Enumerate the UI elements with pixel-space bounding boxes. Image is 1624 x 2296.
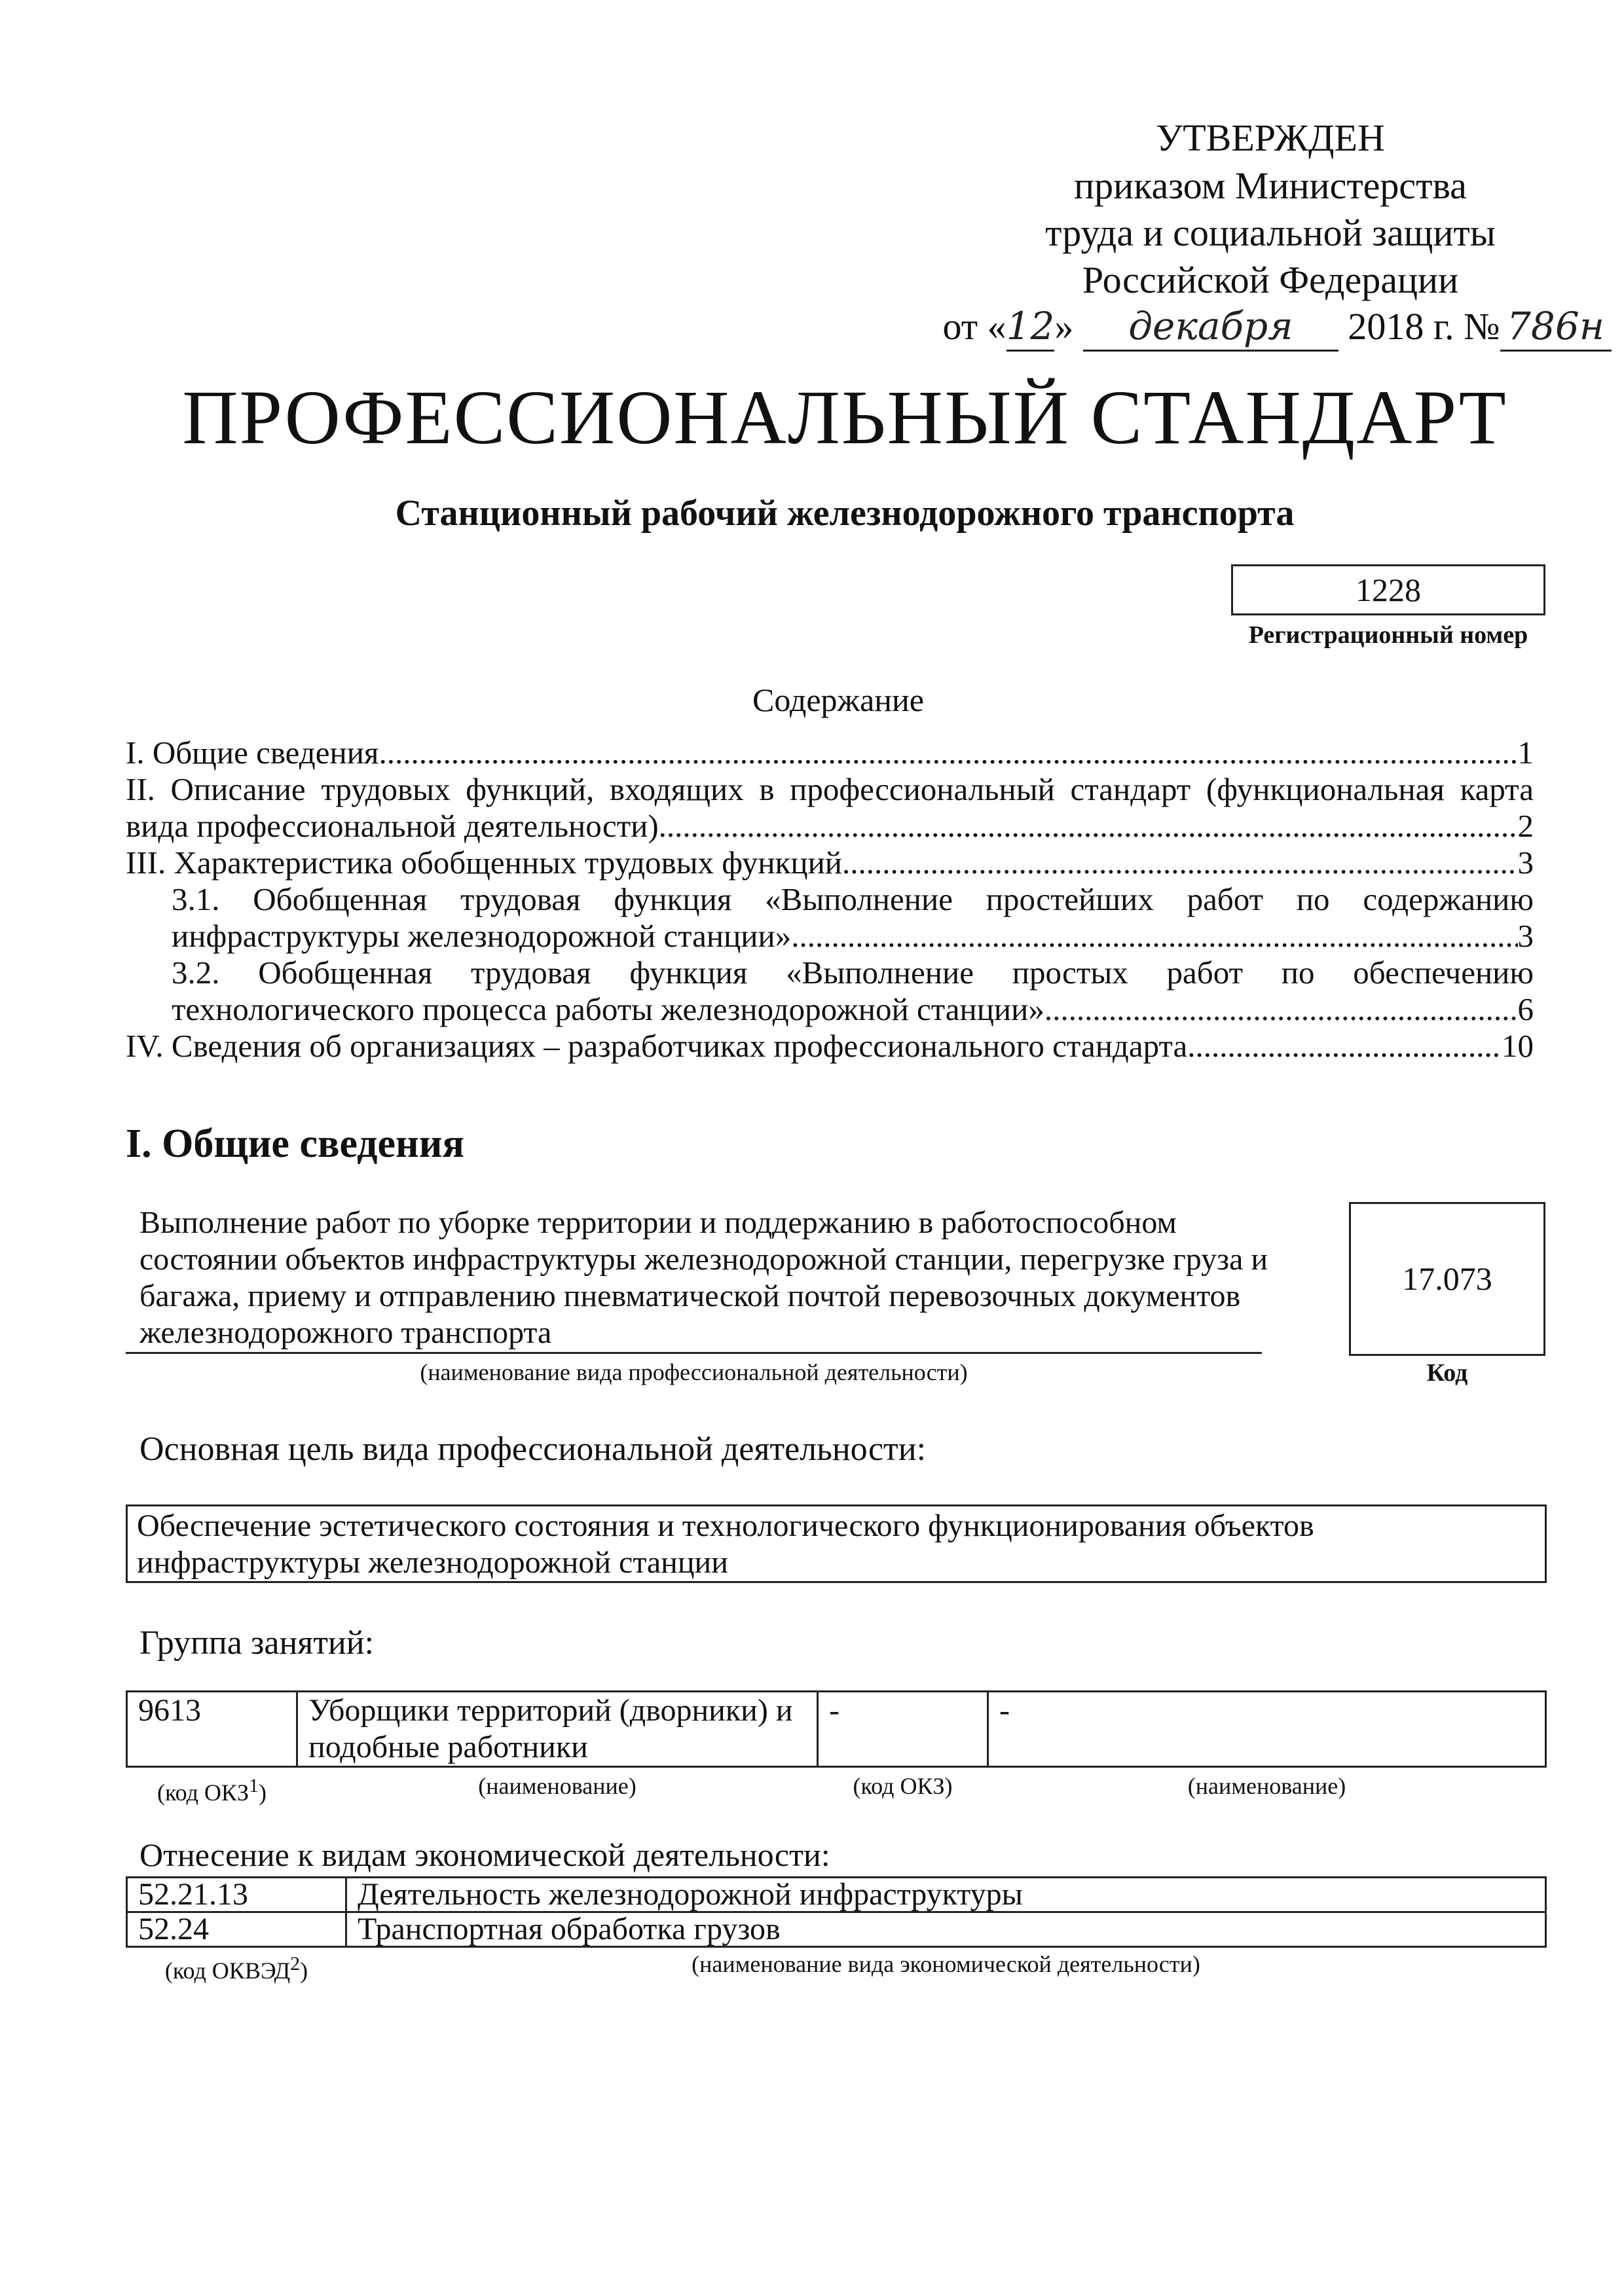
okz-name-cell-2: - <box>988 1692 1546 1767</box>
toc-item[interactable]: IV. Сведения об организациях – разработчиках профессионального стандарта ..... 10 <box>126 1028 1534 1065</box>
document-subtitle: Станционный рабочий железнодорожного транспорта <box>395 493 1295 534</box>
section-heading: I. Общие сведения <box>126 1121 465 1166</box>
okved-code-cell: 52.24 <box>127 1912 346 1947</box>
toc-item[interactable]: вида профессиональной деятельности) ..... 2 <box>126 808 1534 845</box>
economic-activity-label: Отнесение к видам экономической деятельности: <box>139 1836 830 1873</box>
okz-name-cell: Уборщики территорий (дворники) и подобные работники <box>297 1692 818 1767</box>
okved-name-cell: Транспортная обработка грузов <box>346 1912 1546 1947</box>
table-row-captions <box>127 1767 1546 1812</box>
document-title: ПРОФЕССИОНАЛЬНЫЙ СТАНДАРТ <box>182 374 1507 460</box>
table-of-contents <box>126 735 1534 1065</box>
economic-activity-table <box>126 1876 1547 1987</box>
toc-item-wrap-a: 3.2. Обобщенная трудовая функция «Выполнение простых работ по обеспечению <box>172 955 1534 991</box>
registration-number-box: 1228 <box>1231 564 1545 615</box>
approval-heading: УТВЕРЖДЕН <box>1156 117 1385 159</box>
activity-kind-underline <box>126 1352 1262 1354</box>
toc-item[interactable]: I. Общие сведения ..... 1 <box>126 735 1534 771</box>
date-day-handwritten: 12 <box>1006 302 1055 352</box>
okved-code-cell: 52.21.13 <box>127 1878 346 1912</box>
toc-heading: Содержание <box>752 682 924 718</box>
occupation-group-label: Группа занятий: <box>139 1624 375 1662</box>
toc-item-wrap-a: 3.1. Обобщенная трудовая функция «Выполнение простейших работ по содержанию <box>172 881 1534 917</box>
occupation-table <box>126 1690 1547 1811</box>
goal-label: Основная цель вида профессиональной деятельности: <box>139 1430 927 1468</box>
caption-cell: (наименование) <box>478 1773 637 1799</box>
toc-item-wrap-a: II. Описание трудовых функций, входящих в профессиональный стандарт (функциональная карта <box>126 771 1534 807</box>
table-row-captions <box>127 1947 1546 1988</box>
goal-box: Обеспечение эстетического состояния и технологического функционирования объектов инфраструктуры железнодорожной станции <box>126 1504 1547 1583</box>
date-mid: » <box>1054 305 1074 348</box>
activity-kind-caption: (наименование вида профессиональной деятельности) <box>420 1359 968 1385</box>
toc-item[interactable]: инфраструктуры железнодорожной станции» ..... 3 <box>126 918 1534 955</box>
approval-line-labor: труда и социальной защиты <box>1045 211 1496 254</box>
caption-cell: (наименование) <box>1187 1773 1346 1799</box>
table-row <box>127 1878 1546 1912</box>
activity-code-box: 17.073 <box>1349 1202 1545 1356</box>
toc-item[interactable]: технологического процесса работы железнодорожной станции» ..... 6 <box>126 991 1534 1028</box>
date-prefix: от « <box>942 305 1006 348</box>
order-number-handwritten: 786н <box>1500 302 1612 352</box>
registration-number-label: Регистрационный номер <box>1248 621 1528 649</box>
approval-line-federation: Российской Федерации <box>1082 259 1459 301</box>
activity-kind-text: Выполнение работ по уборке территории и поддержанию в работоспособном состоянии объектов инфраструктуры железнодорожной станции, перегрузке груза и багажа, приему и отправлению пневматической почтой перевозочных документов железнодорожного транспорта <box>139 1205 1268 1350</box>
activity-code-caption: Код <box>1426 1359 1468 1387</box>
date-month-handwritten: декабря <box>1083 302 1338 352</box>
approval-date-line <box>851 302 1624 352</box>
caption-cell: (код ОКВЭД$^2$) <box>164 1953 308 1984</box>
okz-code-cell: 9613 <box>127 1692 297 1767</box>
approval-line-ministry: приказом Министерства <box>1074 164 1467 207</box>
table-row <box>127 1912 1546 1947</box>
okved-name-cell: Деятельность железнодорожной инфраструктуры <box>346 1878 1546 1912</box>
okz-code-cell-2: - <box>818 1692 988 1767</box>
caption-cell: (код ОКЗ$^1$) <box>157 1775 267 1806</box>
date-year: 2018 г. № <box>1348 305 1500 348</box>
caption-cell: (наименование вида экономической деятельности) <box>692 1951 1200 1977</box>
toc-item[interactable]: III. Характеристика обобщенных трудовых функций ..... 3 <box>126 845 1534 881</box>
table-row <box>127 1692 1546 1767</box>
caption-cell: (код ОКЗ) <box>853 1773 953 1799</box>
